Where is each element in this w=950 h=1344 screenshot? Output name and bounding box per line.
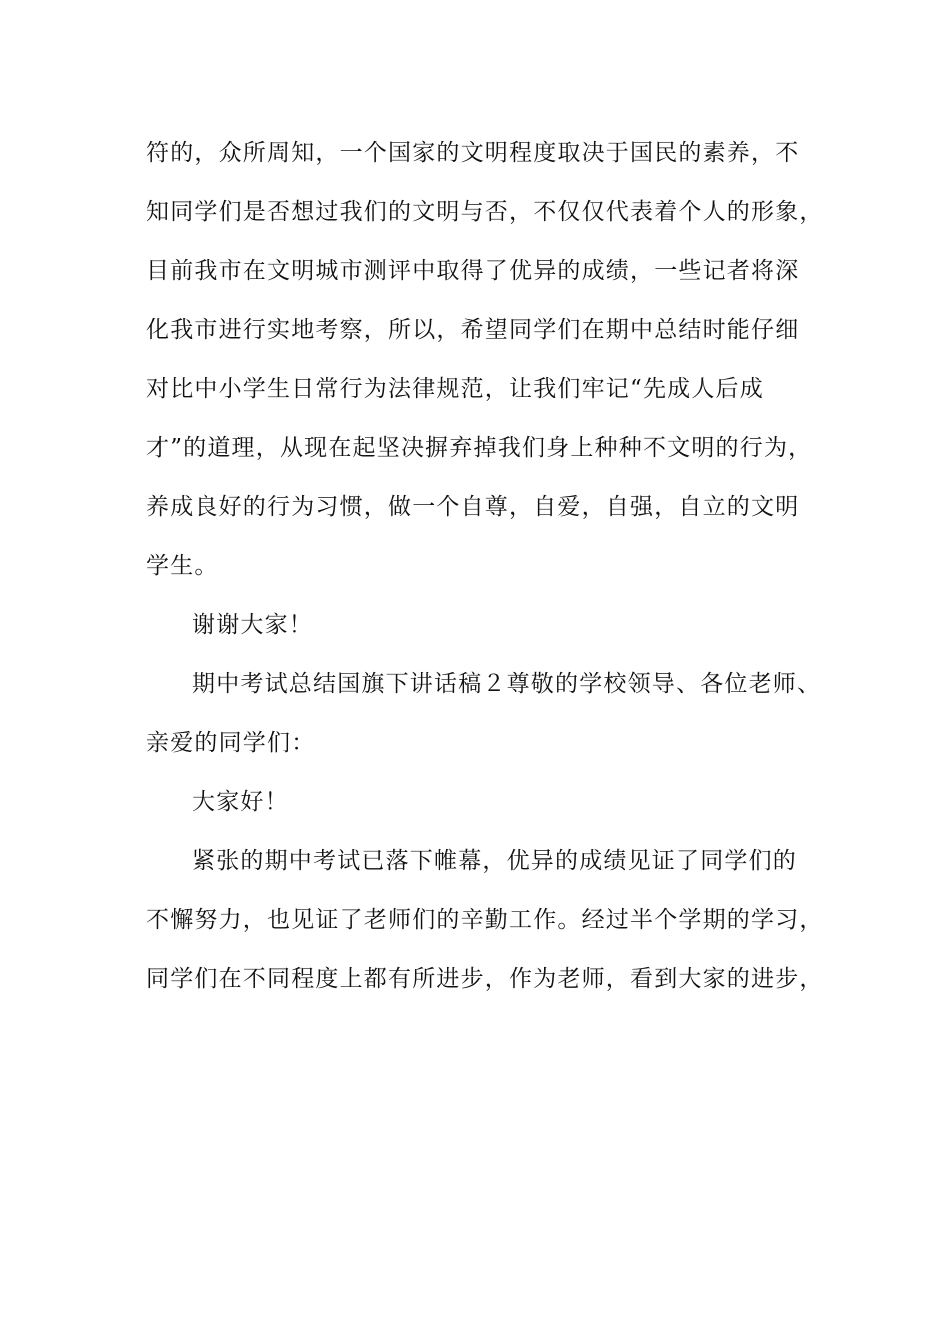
text-line: 对比中小学生日常行为法律规范，让我们牢记“先成人后成 — [146, 376, 764, 402]
paragraph-hello: 大家好！ — [192, 789, 289, 815]
text-line: 学生。 — [146, 553, 219, 579]
paragraph-body-start: 紧张的期中考试已落下帷幕，优异的成绩见证了同学们的 — [192, 848, 797, 874]
document-body — [146, 133, 826, 1018]
text-line: 亲爱的同学们： — [146, 730, 316, 756]
text-line: 同学们在不同程度上都有所进步，作为老师，看到大家的进步， — [146, 966, 824, 992]
paragraph-thanks: 谢谢大家！ — [192, 612, 313, 638]
text-line: 符的，众所周知，一个国家的文明程度取决于国民的素养，不 — [146, 140, 800, 166]
paragraph-title-greeting: 期中考试总结国旗下讲话稿２尊敬的学校领导、各位老师、 — [192, 671, 822, 697]
text-line: 知同学们是否想过我们的文明与否，不仅仅代表着个人的形象， — [146, 199, 824, 225]
text-line: 养成良好的行为习惯，做一个自尊，自爱，自强，自立的文明 — [146, 494, 800, 520]
text-line: 化我市进行实地考察，所以，希望同学们在期中总结时能仔细 — [146, 317, 800, 343]
text-line: 目前我市在文明城市测评中取得了优异的成绩，一些记者将深 — [146, 258, 800, 284]
text-line: 不懈努力，也见证了老师们的辛勤工作。经过半个学期的学习， — [146, 907, 824, 933]
text-line: 才”的道理，从现在起坚决摒弃掉我们身上种种不文明的行为， — [146, 435, 813, 461]
